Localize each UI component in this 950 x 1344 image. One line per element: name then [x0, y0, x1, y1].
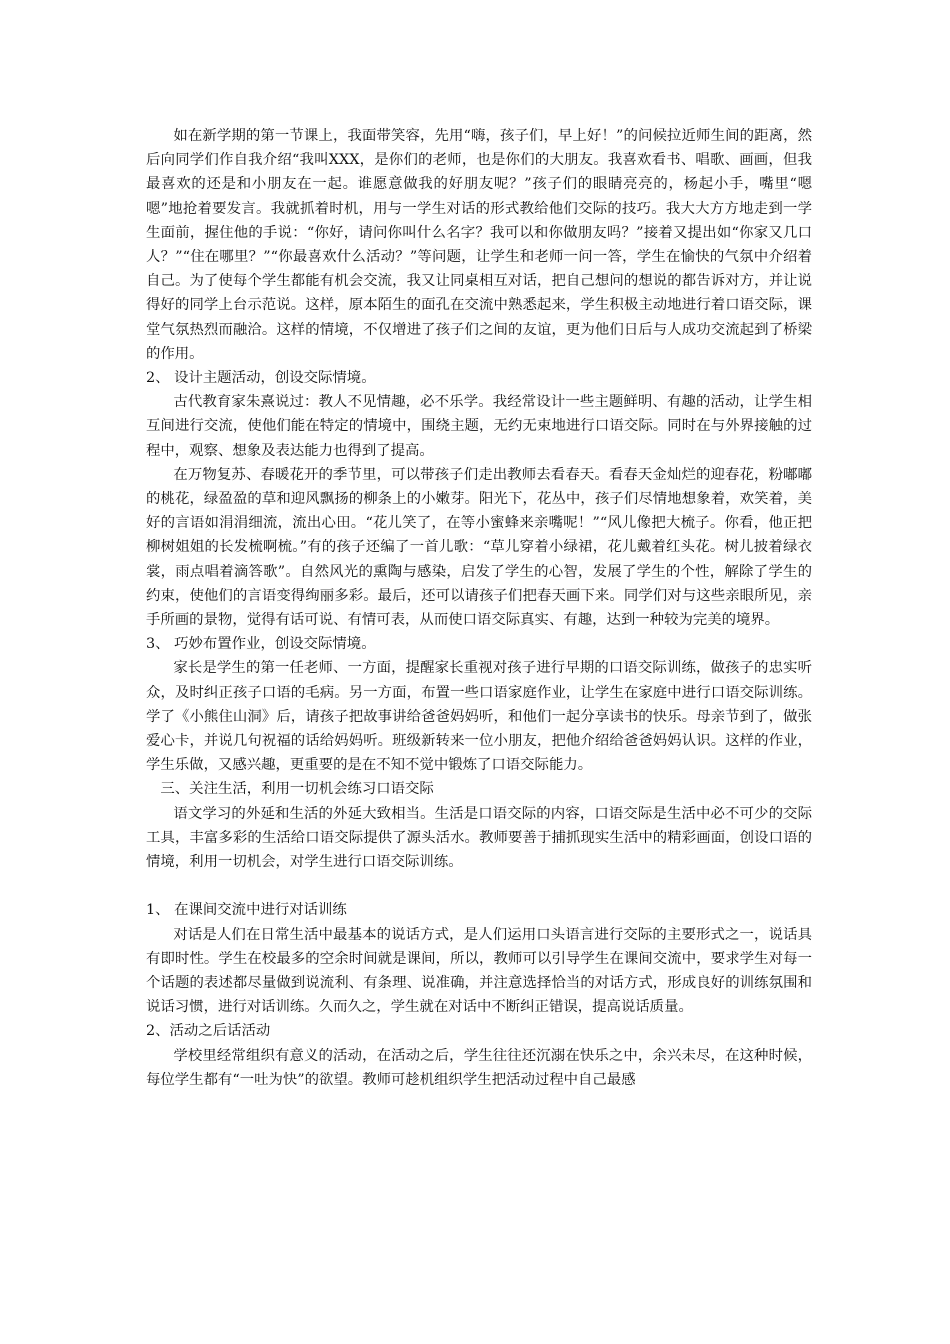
paragraph: 如在新学期的第一节课上，我面带笑容，先用“嗨，孩子们，早上好！”的问候拉近师生间的距离，然后向同学们作自我介绍“我叫XXX，是你们的老师，也是你们的大朋友。我喜欢看书、唱歌、画画，但我最喜欢的还是和小朋友在一起。谁愿意做我的好朋友呢？”孩子们的眼睛亮亮的，杨起小手，嘴里“嗯嗯”地抢着要发言。我就抓着时机，用与一学生对话的形式教给他们交际的技巧。我大大方方地走到一学生面前，握住他的手说：“你好，请问你叫什么名字？我可以和你做朋友吗？”接着又提出如“你家又几口人？”“住在哪里？”“你最喜欢什么活动？”等问题，让学生和老师一问一答，学生在愉快的气氛中介绍着自己。为了使每个学生都能有机会交流，我又让同桌相互对话，把自己想问的想说的都告诉对方，并让说得好的同学上台示范说。这样，原本陌生的面孔在交流中熟悉起来，学生积极主动地进行着口语交际，课堂气氛热烈而融洽。这样的情境，不仅增进了孩子们之间的友谊，更为他们日后与人成功交流起到了桥梁的作用。 [146, 128, 812, 362]
chapter-heading: 三、关注生活，利用一切机会练习口语交际 [160, 781, 434, 798]
section-heading: 1、 在课间交流中进行对话训练 [146, 902, 347, 919]
paragraph: 对话是人们在日常生活中最基本的说话方式，是人们运用口头语言进行交际的主要形式之一，说话具有即时性。学生在校最多的空余时间就是课间，所以，教师可以引导学生在课间交流中，要求学生对每一个话题的表述都尽量做到说流利、有条理、说准确，并注意选择恰当的对话方式，形成良好的训练氛围和说话习惯，进行对话训练。久而久之，学生就在对话中不断纠正错误，提高说话质量。 [146, 926, 812, 1016]
paragraph: 语文学习的外延和生活的外延大致相当。生活是口语交际的内容，口语交际是生活中必不可少的交际工具，丰富多彩的生活给口语交际提供了源头活水。教师要善于捕抓现实生活中的精彩画面，创设口语的情境，利用一切机会，对学生进行口语交际训练。 [146, 805, 812, 871]
paragraph: 在万物复苏、春暖花开的季节里，可以带孩子们走出教师去看春天。看春天金灿烂的迎春花，粉嘟嘟的桃花，绿盈盈的草和迎风飘扬的柳条上的小嫩芽。阳光下，花丛中，孩子们尽情地想象着，欢笑着，美好的言语如涓涓细流，流出心田。“花儿笑了，在等小蜜蜂来亲嘴呢！”“风儿像把大梳子。你看，他正把柳树姐姐的长发梳啊梳。”有的孩子还编了一首儿歌：“草儿穿着小绿裙，花儿戴着红头花。树儿披着绿衣裳，雨点唱着滴答歌”。自然风光的熏陶与感染，启发了学生的心智，发展了学生的个性，解除了学生的约束，使他们的言语变得绚丽多彩。最后，还可以请孩子们把春天画下来。同学们对与这些亲眼所见，亲手所画的景物，觉得有话可说、有情可表，从而使口语交际真实、有趣，达到一种较为完美的境界。 [146, 466, 812, 629]
paragraph: 古代教育家朱熹说过：教人不见情趣，必不乐学。我经常设计一些主题鲜明、有趣的活动，让学生相互间进行交流，使他们能在特定的情境中，围绕主题，无约无束地进行口语交际。同时在与外界接触的过程中，观察、想象及表达能力也得到了提高。 [146, 394, 812, 459]
section-heading: 2、活动之后话活动 [146, 1023, 271, 1040]
document-body [146, 124, 812, 1092]
section-heading: 2、 设计主题活动，创设交际情境。 [146, 370, 376, 387]
blank-line [146, 874, 812, 898]
paragraph: 家长是学生的第一任老师、一方面，提醒家长重视对孩子进行早期的口语交际训练，做孩子的忠实听众，及时纠正孩子口语的毛病。另一方面，布置一些口语家庭作业，让学生在家庭中进行口语交际训练。学了《小熊住山洞》后，请孩子把故事讲给爸爸妈妈听，和他们一起分享读书的快乐。母亲节到了，做张爱心卡，并说几句祝福的话给妈妈听。班级新转来一位小朋友，把他介绍给爸爸妈妈认识。这样的作业，学生乐做，又感兴趣，更重要的是在不知不觉中锻炼了口语交际能力。 [146, 660, 812, 774]
paragraph: 学校里经常组织有意义的活动，在活动之后，学生往往还沉溺在快乐之中，余兴未尽，在这种时候，每位学生都有“一吐为快”的欲望。教师可趁机组织学生把活动过程中自己最感 [146, 1047, 812, 1088]
section-heading: 3、 巧妙布置作业，创设交际情境。 [146, 636, 376, 653]
